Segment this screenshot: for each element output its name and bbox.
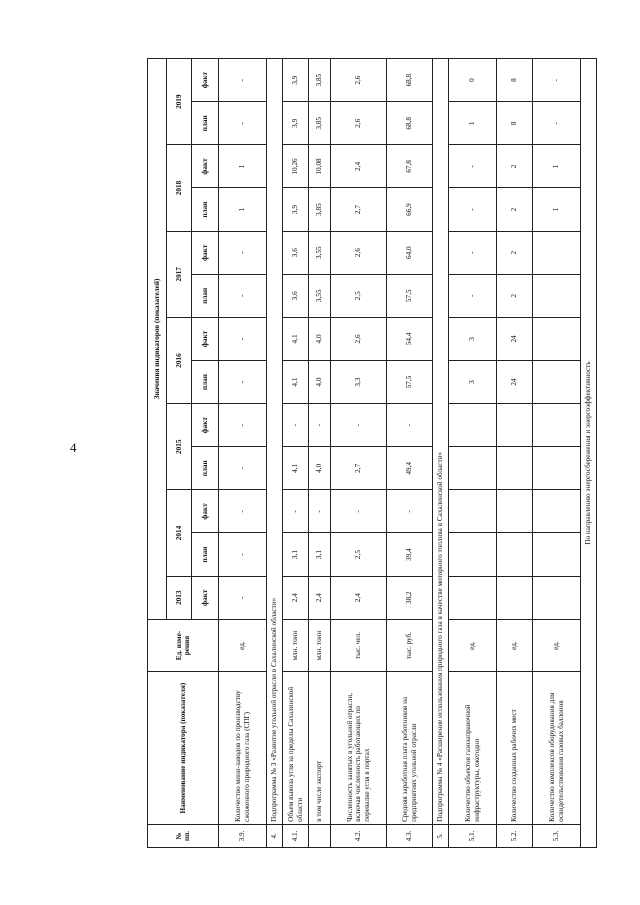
- row-num: 4.2.: [331, 824, 387, 847]
- value-2014-plan: [497, 533, 533, 576]
- value-2014-fact: -: [387, 490, 433, 533]
- direction-title: По направлению энергосбережения и энергоэффективность: [581, 59, 597, 848]
- value-2014-fact: -: [219, 490, 267, 533]
- value-2018-plan: 3,9: [283, 188, 309, 231]
- value-2019-fact: -: [533, 59, 581, 102]
- header-fact: факт: [192, 59, 219, 102]
- header-fact: факт: [192, 490, 219, 533]
- value-2019-fact: 0: [449, 59, 497, 102]
- value-2017-fact: 64,0: [387, 231, 433, 274]
- value-2014-plan: 3,1: [283, 533, 309, 576]
- value-2014-plan: [449, 533, 497, 576]
- header-plan: план: [192, 533, 219, 576]
- table-row: [387, 59, 433, 848]
- value-2019-plan: -: [219, 102, 267, 145]
- header-values-group: Значения индикаторов (показателей): [148, 59, 167, 620]
- table-row: [331, 59, 387, 848]
- value-2014-plan: 39,4: [387, 533, 433, 576]
- row-name: в том числе экспорт: [309, 672, 331, 825]
- value-2019-plan: 2,6: [331, 102, 387, 145]
- header-year-2017: 2017: [167, 231, 192, 317]
- header-fact: факт: [192, 576, 219, 619]
- value-2013-fact: [497, 576, 533, 619]
- section-num: 4.: [267, 824, 283, 847]
- row-unit: ед.: [449, 619, 497, 672]
- value-2013-fact: [449, 576, 497, 619]
- value-2018-fact: 1: [219, 145, 267, 188]
- value-2018-plan: 66,9: [387, 188, 433, 231]
- value-2013-fact: 2,4: [331, 576, 387, 619]
- value-2019-plan: 3,85: [309, 102, 331, 145]
- header-num: № пп.: [148, 824, 219, 847]
- row-unit: млн. тонн: [309, 619, 331, 672]
- value-2019-plan: -: [533, 102, 581, 145]
- value-2014-fact: [533, 490, 581, 533]
- value-2018-plan: 2: [497, 188, 533, 231]
- value-2017-fact: [533, 231, 581, 274]
- value-2015-plan: [449, 447, 497, 490]
- value-2016-plan: 4,0: [309, 361, 331, 404]
- value-2019-fact: 8: [497, 59, 533, 102]
- header-year-2018: 2018: [167, 145, 192, 231]
- value-2017-fact: -: [219, 231, 267, 274]
- row-num: 5.3.: [533, 824, 581, 847]
- value-2019-fact: 3,85: [309, 59, 331, 102]
- value-2018-fact: 2: [497, 145, 533, 188]
- section-title: Подпрограмма № 4 «Расширение использования природного газа в качестве моторного топлива в Сахалинской области»: [433, 59, 449, 825]
- value-2018-fact: 1: [533, 145, 581, 188]
- value-2016-fact: 4,1: [283, 317, 309, 360]
- value-2016-fact: 54,4: [387, 317, 433, 360]
- row-num: 5.2.: [497, 824, 533, 847]
- value-2019-fact: 68,8: [387, 59, 433, 102]
- header-year-2016: 2016: [167, 317, 192, 403]
- indicators-table: [147, 58, 597, 848]
- page-number: 4: [70, 440, 77, 455]
- header-fact: факт: [192, 231, 219, 274]
- value-2016-plan: 3,3: [331, 361, 387, 404]
- header-name: Наименование индикатора (показателя): [148, 672, 219, 825]
- value-2017-fact: 3,6: [283, 231, 309, 274]
- value-2016-plan: -: [219, 361, 267, 404]
- value-2017-plan: [533, 274, 581, 317]
- row-num: 4.1.: [283, 824, 309, 847]
- value-2013-fact: 38,2: [387, 576, 433, 619]
- header-unit: Ед. изме-рения: [148, 619, 219, 672]
- value-2017-fact: 3,55: [309, 231, 331, 274]
- section-row: [267, 59, 283, 848]
- value-2014-fact: -: [283, 490, 309, 533]
- value-2014-plan: -: [219, 533, 267, 576]
- row-unit: ед.: [497, 619, 533, 672]
- value-2016-plan: 24: [497, 361, 533, 404]
- rotated-table-container: [147, 58, 627, 848]
- section-num: 5.: [433, 824, 449, 847]
- value-2018-plan: 2,7: [331, 188, 387, 231]
- header-fact: факт: [192, 145, 219, 188]
- section-row: [433, 59, 449, 848]
- header-year-2014: 2014: [167, 490, 192, 576]
- row-num: 3.9.: [219, 824, 267, 847]
- value-2015-plan: 4,0: [309, 447, 331, 490]
- value-2015-plan: 2,7: [331, 447, 387, 490]
- value-2016-fact: -: [219, 317, 267, 360]
- value-2014-plan: 2,5: [331, 533, 387, 576]
- row-unit: тыс. чел.: [331, 619, 387, 672]
- table-row: [533, 59, 581, 848]
- value-2017-plan: 3,55: [309, 274, 331, 317]
- value-2017-fact: 2,6: [331, 231, 387, 274]
- value-2013-fact: 2,4: [309, 576, 331, 619]
- table-row: [497, 59, 533, 848]
- value-2018-plan: 3,85: [309, 188, 331, 231]
- value-2016-fact: 3: [449, 317, 497, 360]
- value-2014-fact: -: [331, 490, 387, 533]
- row-name: Количество объектов газозаправочной инфраструктуры, ежегодно: [449, 672, 497, 825]
- value-2014-fact: [449, 490, 497, 533]
- value-2018-plan: 1: [219, 188, 267, 231]
- value-2019-plan: 3,9: [283, 102, 309, 145]
- header-plan: план: [192, 188, 219, 231]
- row-name: Количество мини-заводов по производству сжиженного природного газа (СПГ): [219, 672, 267, 825]
- value-2014-plan: [533, 533, 581, 576]
- value-2013-fact: 2,4: [283, 576, 309, 619]
- header-plan: план: [192, 102, 219, 145]
- row-name: Численность занятых в угольной отрасли, включая численность работающих по перевалке угля в портах: [331, 672, 387, 825]
- value-2016-fact: 4,0: [309, 317, 331, 360]
- header-plan: план: [192, 447, 219, 490]
- row-name: Количество созданных рабочих мест: [497, 672, 533, 825]
- value-2015-fact: -: [309, 404, 331, 447]
- value-2018-plan: 1: [533, 188, 581, 231]
- value-2015-plan: -: [219, 447, 267, 490]
- value-2016-fact: 24: [497, 317, 533, 360]
- value-2017-plan: 57,5: [387, 274, 433, 317]
- value-2017-plan: 3,6: [283, 274, 309, 317]
- value-2016-plan: 57,5: [387, 361, 433, 404]
- value-2019-plan: 68,8: [387, 102, 433, 145]
- value-2018-fact: 67,8: [387, 145, 433, 188]
- value-2013-fact: [533, 576, 581, 619]
- row-name: Объем вывоза угля за пределы Сахалинской области: [283, 672, 309, 825]
- row-unit: ед.: [533, 619, 581, 672]
- row-name: Количество комплексов оборудования для освидетельствования газовых баллонов: [533, 672, 581, 825]
- value-2019-fact: 2,6: [331, 59, 387, 102]
- value-2015-plan: 4,1: [283, 447, 309, 490]
- header-fact: факт: [192, 317, 219, 360]
- value-2014-fact: -: [309, 490, 331, 533]
- table-row: [219, 59, 267, 848]
- value-2015-fact: -: [283, 404, 309, 447]
- value-2017-plan: -: [449, 274, 497, 317]
- value-2015-fact: [533, 404, 581, 447]
- value-2014-fact: [497, 490, 533, 533]
- header-fact: факт: [192, 404, 219, 447]
- value-2019-plan: 8: [497, 102, 533, 145]
- value-2015-fact: [497, 404, 533, 447]
- value-2015-fact: -: [331, 404, 387, 447]
- value-2016-fact: 2,6: [331, 317, 387, 360]
- value-2019-fact: -: [219, 59, 267, 102]
- value-2016-plan: 4,1: [283, 361, 309, 404]
- header-year-2015: 2015: [167, 404, 192, 490]
- table-row: [309, 59, 331, 848]
- value-2015-fact: -: [219, 404, 267, 447]
- header-year-2019: 2019: [167, 59, 192, 145]
- value-2015-plan: [533, 447, 581, 490]
- value-2017-fact: 2: [497, 231, 533, 274]
- value-2014-plan: 3,1: [309, 533, 331, 576]
- value-2015-fact: [449, 404, 497, 447]
- value-2015-plan: 49,4: [387, 447, 433, 490]
- value-2016-fact: [533, 317, 581, 360]
- value-2017-plan: -: [219, 274, 267, 317]
- header-year-2013: 2013: [167, 576, 192, 619]
- row-unit: ед.: [219, 619, 267, 672]
- value-2018-fact: -: [449, 145, 497, 188]
- value-2013-fact: -: [219, 576, 267, 619]
- value-2015-plan: [497, 447, 533, 490]
- value-2017-fact: -: [449, 231, 497, 274]
- value-2018-fact: 2,4: [331, 145, 387, 188]
- value-2017-plan: 2: [497, 274, 533, 317]
- value-2019-plan: 1: [449, 102, 497, 145]
- value-2018-plan: -: [449, 188, 497, 231]
- row-name: Средняя заработная плата работников на предприятиях угольной отрасли: [387, 672, 433, 825]
- header-plan: план: [192, 361, 219, 404]
- table-row: [449, 59, 497, 848]
- value-2016-plan: [533, 361, 581, 404]
- row-num: 5.1.: [449, 824, 497, 847]
- value-2018-fact: 10,26: [283, 145, 309, 188]
- row-unit: млн. тонн: [283, 619, 309, 672]
- value-2015-fact: -: [387, 404, 433, 447]
- value-2018-fact: 10,08: [309, 145, 331, 188]
- section-title: Подпрограмма № 3 «Развитие угольной отрасли в Сахалинской области»: [267, 59, 283, 825]
- direction-row: [581, 59, 597, 848]
- value-2017-plan: 2,5: [331, 274, 387, 317]
- row-num: [309, 824, 331, 847]
- header-plan: план: [192, 274, 219, 317]
- value-2016-plan: 3: [449, 361, 497, 404]
- row-num: 4.3.: [387, 824, 433, 847]
- table-row: [283, 59, 309, 848]
- row-unit: тыс. руб.: [387, 619, 433, 672]
- value-2019-fact: 3,9: [283, 59, 309, 102]
